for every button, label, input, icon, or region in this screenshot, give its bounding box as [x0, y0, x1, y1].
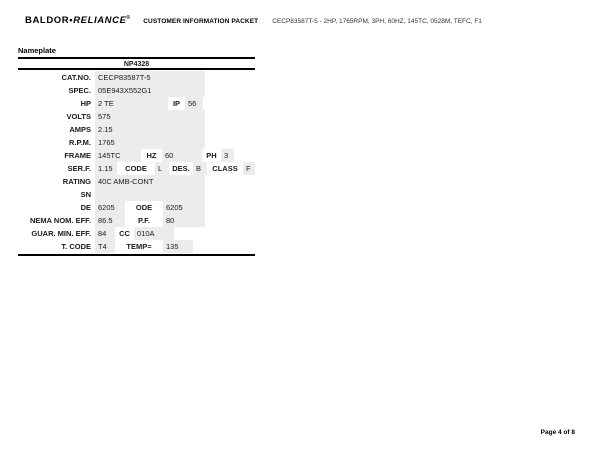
document-title: CUSTOMER INFORMATION PACKET	[143, 18, 259, 26]
field-value: 3	[221, 149, 234, 162]
field-label: P.F.	[125, 214, 163, 227]
field-value: 05E943X552G1	[95, 84, 205, 97]
nameplate-rows	[18, 70, 255, 256]
field-value: 6205	[163, 201, 205, 214]
nameplate-table	[18, 57, 255, 256]
nameplate-row	[18, 201, 255, 214]
field-value: B	[193, 162, 207, 175]
field-value: 84	[95, 227, 115, 240]
field-value: 56	[185, 97, 203, 110]
field-label: T. CODE	[61, 242, 91, 251]
field-value: 86.5	[95, 214, 125, 227]
page-number: Page 4 of 8	[540, 429, 575, 436]
field-value: 575	[95, 110, 205, 123]
nameplate-row	[18, 71, 255, 84]
field-label: ODE	[125, 201, 163, 214]
field-value: 135	[163, 240, 193, 253]
field-label: SER.F.	[67, 164, 91, 173]
field-label: IP	[168, 97, 185, 110]
field-label: TEMP=	[115, 240, 163, 253]
field-value: 1.15	[95, 162, 117, 175]
nameplate-row	[18, 162, 255, 175]
field-label: DES.	[169, 162, 193, 175]
field-value: L	[155, 162, 169, 175]
field-value: 60	[162, 149, 202, 162]
field-label: NEMA NOM. EFF.	[30, 216, 91, 225]
field-value: 145TC	[95, 149, 141, 162]
field-label: R.P.M.	[69, 138, 91, 147]
page-header	[0, 0, 600, 26]
nameplate-row	[18, 149, 255, 162]
field-value: 1765	[95, 136, 205, 149]
nameplate-row	[18, 227, 255, 240]
nameplate-row	[18, 97, 255, 110]
field-label: HP	[80, 99, 91, 108]
field-label: VOLTS	[66, 112, 91, 121]
nameplate-row	[18, 214, 255, 227]
field-label: SPEC.	[68, 86, 91, 95]
nameplate-row	[18, 123, 255, 136]
nameplate-form-number: NP4328	[18, 57, 255, 70]
field-label: CAT.NO.	[61, 73, 91, 82]
nameplate-row	[18, 110, 255, 123]
nameplate-row	[18, 175, 255, 188]
field-value: 80	[163, 214, 205, 227]
field-value: CECP83587T-5	[95, 71, 205, 84]
field-label: AMPS	[69, 125, 91, 134]
nameplate-row	[18, 136, 255, 149]
brand-logo-baldor: BALDOR	[25, 15, 70, 27]
field-value	[95, 188, 205, 201]
product-summary: CECP83587T-5 - 2HP, 1765RPM, 3PH, 60HZ, 145TC, 0528M, TEFC, F1	[272, 18, 482, 26]
nameplate-row	[18, 188, 255, 201]
field-value: 6205	[95, 201, 125, 214]
field-label: CC	[115, 227, 134, 240]
nameplate-row	[18, 84, 255, 97]
field-label: RATING	[62, 177, 91, 186]
field-value: 010A	[134, 227, 174, 240]
field-value: 2.15	[95, 123, 205, 136]
field-value: F	[243, 162, 255, 175]
field-label: GUAR. MIN. EFF.	[31, 229, 91, 238]
field-label: FRAME	[64, 151, 91, 160]
field-label: CODE	[117, 162, 155, 175]
section-title-nameplate: Nameplate	[18, 46, 56, 56]
field-value: 40C AMB-CONT	[95, 175, 205, 188]
field-label: HZ	[141, 149, 162, 162]
field-value: 2 TE	[95, 97, 168, 110]
field-label: DE	[80, 203, 91, 212]
nameplate-row	[18, 240, 255, 253]
field-label: CLASS	[207, 162, 243, 175]
brand-logo	[25, 15, 130, 26]
registered-mark: ®	[126, 15, 131, 21]
brand-logo-reliance: RELIANCE	[73, 15, 127, 27]
field-value: T4	[95, 240, 115, 253]
brand-logo-separator: •	[69, 15, 74, 27]
field-label: SN	[80, 190, 91, 199]
field-label: PH	[202, 149, 221, 162]
